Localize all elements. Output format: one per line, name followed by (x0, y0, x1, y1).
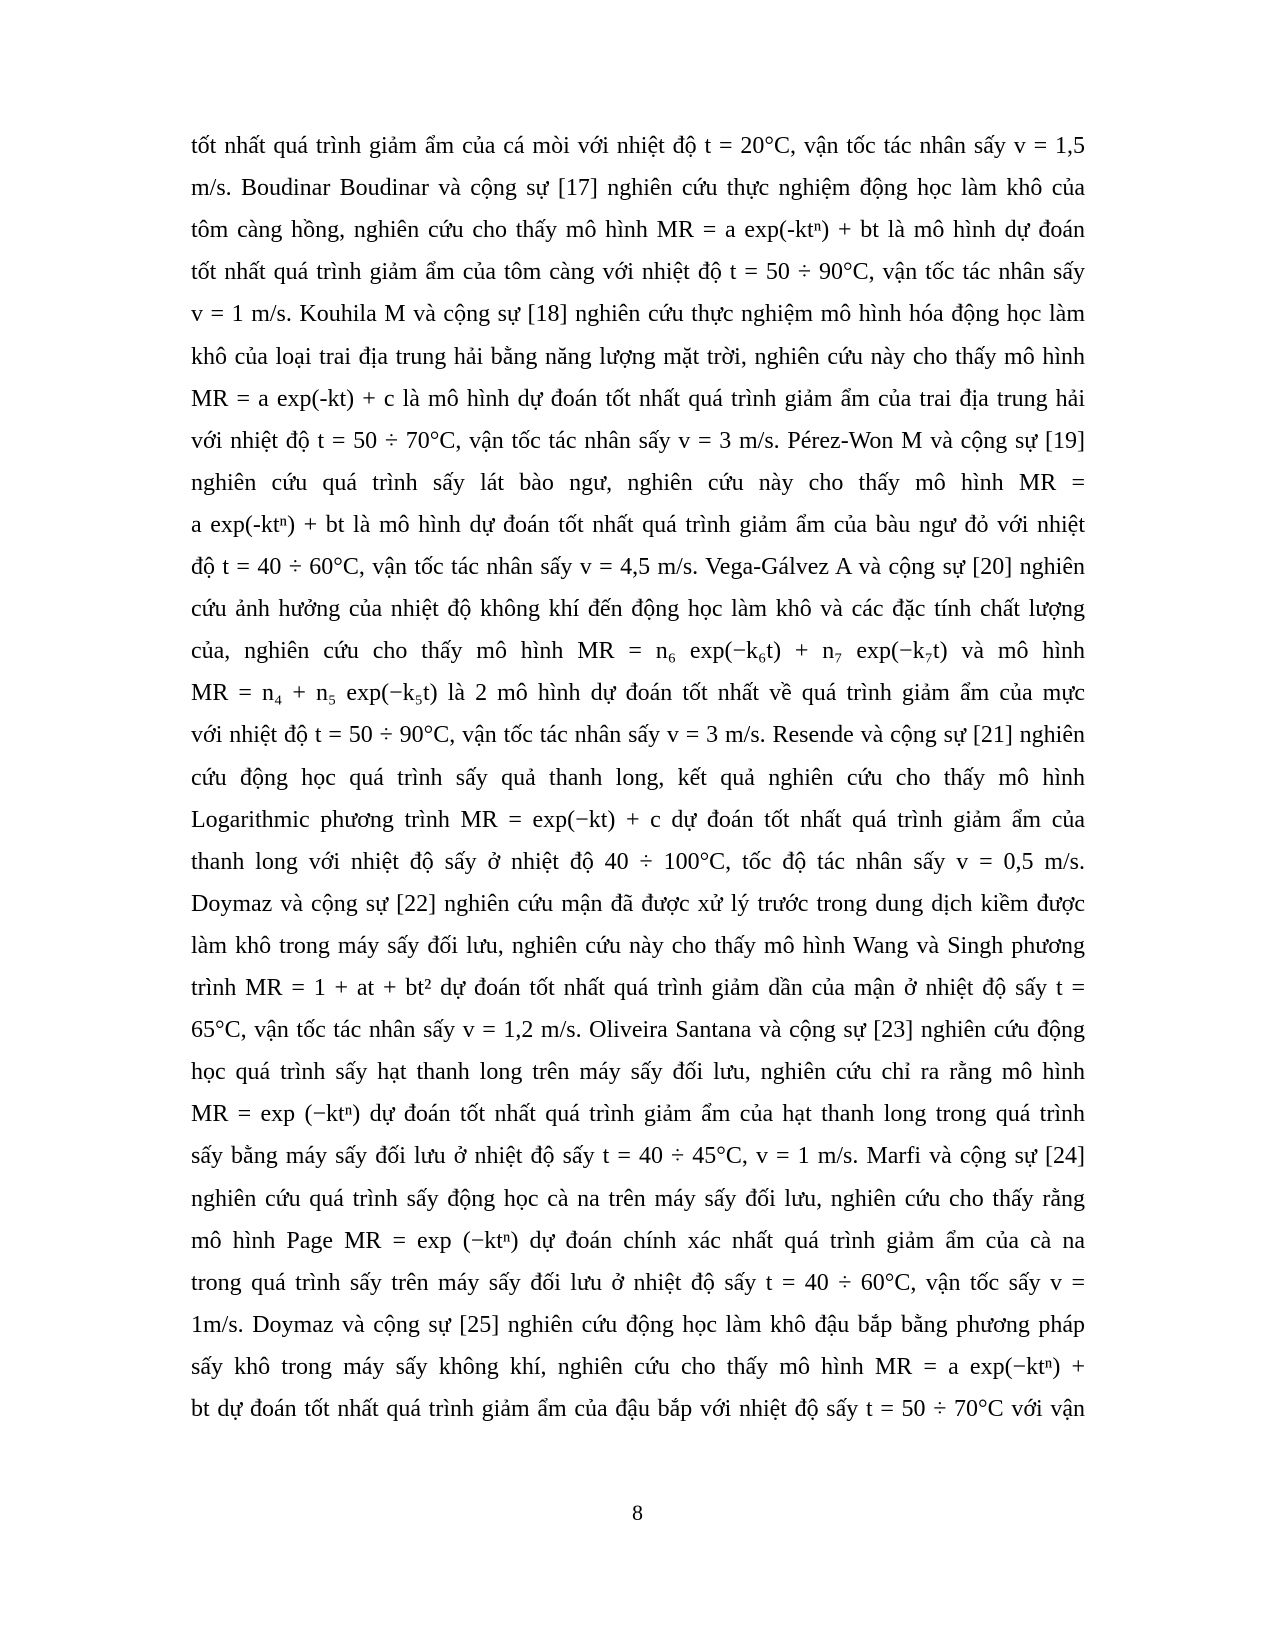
text-line: làm khô trong máy sấy đối lưu, nghiên cứu này cho thấy mô hình Wang và Singh phương (191, 932, 1085, 959)
text-line: cứu ảnh hưởng của nhiệt độ không khí đến động học làm khô và các đặc tính chất lượng (191, 596, 1085, 623)
text-line: MR = n₄ + n₅ exp(−k₅t) là 2 mô hình dự đoán tốt nhất về quá trình giảm ẩm của mực (191, 680, 1085, 707)
text-line: m/s. Boudinar Boudinar và cộng sự [17] nghiên cứu thực nghiệm động học làm khô của (191, 175, 1085, 202)
text-line: trong quá trình sấy trên máy sấy đối lưu ở nhiệt độ sấy t = 40 ÷ 60°C, vận tốc sấy v = (191, 1269, 1085, 1296)
text-line: trình MR = 1 + at + bt² dự đoán tốt nhất quá trình giảm dần của mận ở nhiệt độ sấy t = (191, 975, 1085, 1001)
text-line: tôm càng hồng, nghiên cứu cho thấy mô hình MR = a exp(-ktⁿ) + bt là mô hình dự đoán (191, 217, 1085, 244)
text-line: tốt nhất quá trình giảm ẩm của tôm càng với nhiệt độ t = 50 ÷ 90°C, vận tốc tác nhân sấy (191, 259, 1085, 286)
text-line: MR = a exp(-kt) + c là mô hình dự đoán tốt nhất quá trình giảm ẩm của trai địa trung hải (191, 385, 1085, 412)
text-line: sấy bằng máy sấy đối lưu ở nhiệt độ sấy t = 40 ÷ 45°C, v = 1 m/s. Marfi và cộng sự [24] (191, 1143, 1085, 1170)
text-line: độ t = 40 ÷ 60°C, vận tốc tác nhân sấy v = 4,5 m/s. Vega-Gálvez A và cộng sự [20] nghiên (191, 554, 1085, 580)
text-line: thanh long với nhiệt độ sấy ở nhiệt độ 40 ÷ 100°C, tốc độ tác nhân sấy v = 0,5 m/s. (191, 848, 1085, 875)
text-line: MR = exp (−ktⁿ) dự đoán tốt nhất quá trình giảm ẩm của hạt thanh long trong quá trình (191, 1101, 1085, 1128)
text-line: a exp(-ktⁿ) + bt là mô hình dự đoán tốt nhất quá trình giảm ẩm của bàu ngư đỏ với nhiệt (191, 511, 1085, 538)
text-line: bt dự đoán tốt nhất quá trình giảm ẩm của đậu bắp với nhiệt độ sấy t = 50 ÷ 70°C với vận (191, 1396, 1085, 1422)
text-line: học quá trình sấy hạt thanh long trên máy sấy đối lưu, nghiên cứu chỉ ra rằng mô hình (191, 1059, 1085, 1086)
text-line: nghiên cứu quá trình sấy động học cà na trên máy sấy đối lưu, nghiên cứu cho thấy rằng (191, 1185, 1085, 1212)
text-line: Doymaz và cộng sự [22] nghiên cứu mận đã được xử lý trước trong dung dịch kiềm được (191, 890, 1085, 917)
text-line: 1m/s. Doymaz và cộng sự [25] nghiên cứu động học làm khô đậu bắp bằng phương pháp (191, 1311, 1085, 1338)
text-line: khô của loại trai địa trung hải bằng năng lượng mặt trời, nghiên cứu này cho thấy mô hình (191, 343, 1085, 370)
text-line: với nhiệt độ t = 50 ÷ 70°C, vận tốc tác nhân sấy v = 3 m/s. Pérez-Won M và cộng sự [19] (191, 427, 1085, 454)
text-line: nghiên cứu quá trình sấy lát bào ngư, nghiên cứu này cho thấy mô hình MR = (191, 469, 1085, 496)
text-line: Logarithmic phương trình MR = exp(−kt) + c dự đoán tốt nhất quá trình giảm ẩm của (191, 806, 1085, 833)
text-line: 65°C, vận tốc tác nhân sấy v = 1,2 m/s. Oliveira Santana và cộng sự [23] nghiên cứu động (191, 1017, 1085, 1044)
text-line: v = 1 m/s. Kouhila M và cộng sự [18] nghiên cứu thực nghiệm mô hình hóa động học làm (191, 301, 1085, 328)
text-line: của, nghiên cứu cho thấy mô hình MR = n₆ exp(−k₆t) + n₇ exp(−k₇t) và mô hình (191, 638, 1085, 665)
text-line: sấy khô trong máy sấy không khí, nghiên cứu cho thấy mô hình MR = a exp(−ktⁿ) + (191, 1353, 1085, 1380)
text-line: mô hình Page MR = exp (−ktⁿ) dự đoán chính xác nhất quá trình giảm ẩm của cà na (191, 1227, 1085, 1254)
text-line: cứu động học quá trình sấy quả thanh long, kết quả nghiên cứu cho thấy mô hình (191, 764, 1085, 791)
text-line: tốt nhất quá trình giảm ẩm của cá mòi với nhiệt độ t = 20°C, vận tốc tác nhân sấy v = 1,5 (191, 133, 1085, 159)
text-line: với nhiệt độ t = 50 ÷ 90°C, vận tốc tác nhân sấy v = 3 m/s. Resende và cộng sự [21] nghiên (191, 722, 1085, 749)
page-number: 8 (632, 1500, 643, 1525)
